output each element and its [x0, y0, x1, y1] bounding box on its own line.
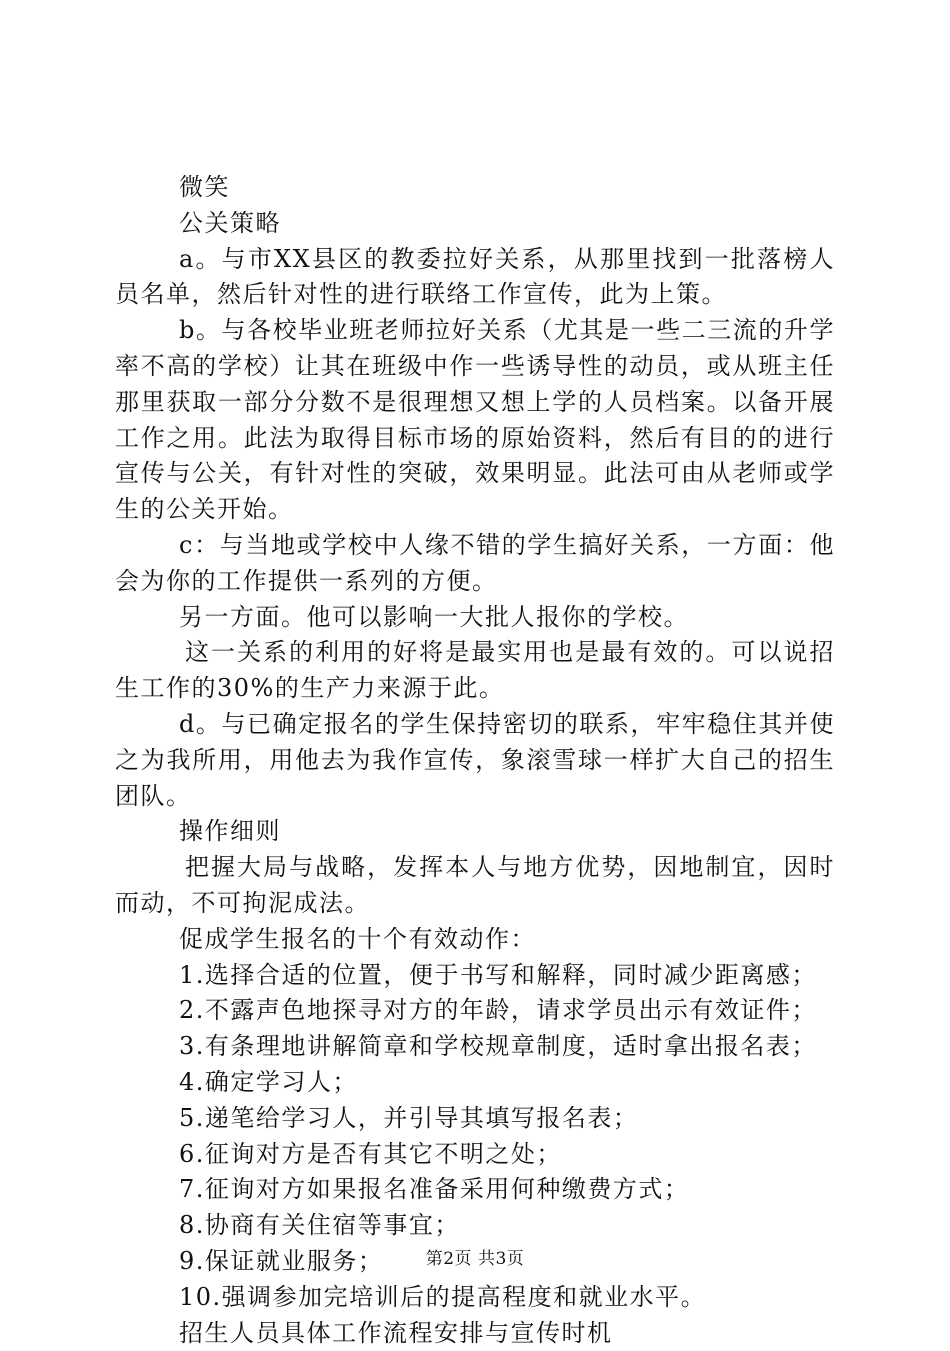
list-item: 1.选择合适的位置，便于书写和解释，同时减少距离感；	[115, 958, 835, 994]
section-heading-workflow: 招生人员具体工作流程安排与宣传时机	[115, 1316, 835, 1351]
paragraph: b。与各校毕业班老师拉好关系（尤其是一些二三流的升学率不高的学校）让其在班级中作一些诱导性的动员，或从班主任那里获取一部分分数不是很理想又想上学的人员档案。以备开展工作之用。此法为取得目标市场的原始资料，然后有目的的进行宣传与公关，有针对性的突破，效果明显。此法可由从老师或学生的公关开始。	[115, 313, 835, 528]
page-number-footer: 第2页 共3页	[0, 1244, 950, 1269]
list-item: 10.强调参加完培训后的提高程度和就业水平。	[115, 1280, 835, 1316]
document-body	[115, 170, 835, 1351]
section-heading-pr-strategy: 公关策略	[115, 206, 835, 242]
paragraph: a。与市XX县区的教委拉好关系，从那里找到一批落榜人员名单，然后针对性的进行联络工作宣传，此为上策。	[115, 242, 835, 314]
list-item: 2.不露声色地探寻对方的年龄，请求学员出示有效证件；	[115, 993, 835, 1029]
list-item: 6.征询对方是否有其它不明之处；	[115, 1137, 835, 1173]
list-item: 3.有条理地讲解简章和学校规章制度，适时拿出报名表；	[115, 1029, 835, 1065]
paragraph: 微笑	[115, 170, 835, 206]
list-item: 7.征询对方如果报名准备采用何种缴费方式；	[115, 1172, 835, 1208]
list-item: 8.协商有关住宿等事宜；	[115, 1208, 835, 1244]
paragraph: d。与已确定报名的学生保持密切的联系，牢牢稳住其并使之为我所用，用他去为我作宣传，象滚雪球一样扩大自己的招生团队。	[115, 707, 835, 814]
paragraph: 另一方面。他可以影响一大批人报你的学校。	[115, 600, 835, 636]
paragraph: c：与当地或学校中人缘不错的学生搞好关系，一方面：他会为你的工作提供一系列的方便。	[115, 528, 835, 600]
list-heading: 促成学生报名的十个有效动作：	[115, 922, 835, 958]
paragraph: 把握大局与战略，发挥本人与地方优势，因地制宜，因时而动，不可拘泥成法。	[115, 850, 835, 922]
list-item: 9.保证就业服务；	[115, 1244, 835, 1280]
list-item: 5.递笔给学习人，并引导其填写报名表；	[115, 1101, 835, 1137]
list-item: 4.确定学习人；	[115, 1065, 835, 1101]
paragraph: 这一关系的利用的好将是最实用也是最有效的。可以说招生工作的30%的生产力来源于此。	[115, 635, 835, 707]
section-heading-operation-rules: 操作细则	[115, 814, 835, 850]
